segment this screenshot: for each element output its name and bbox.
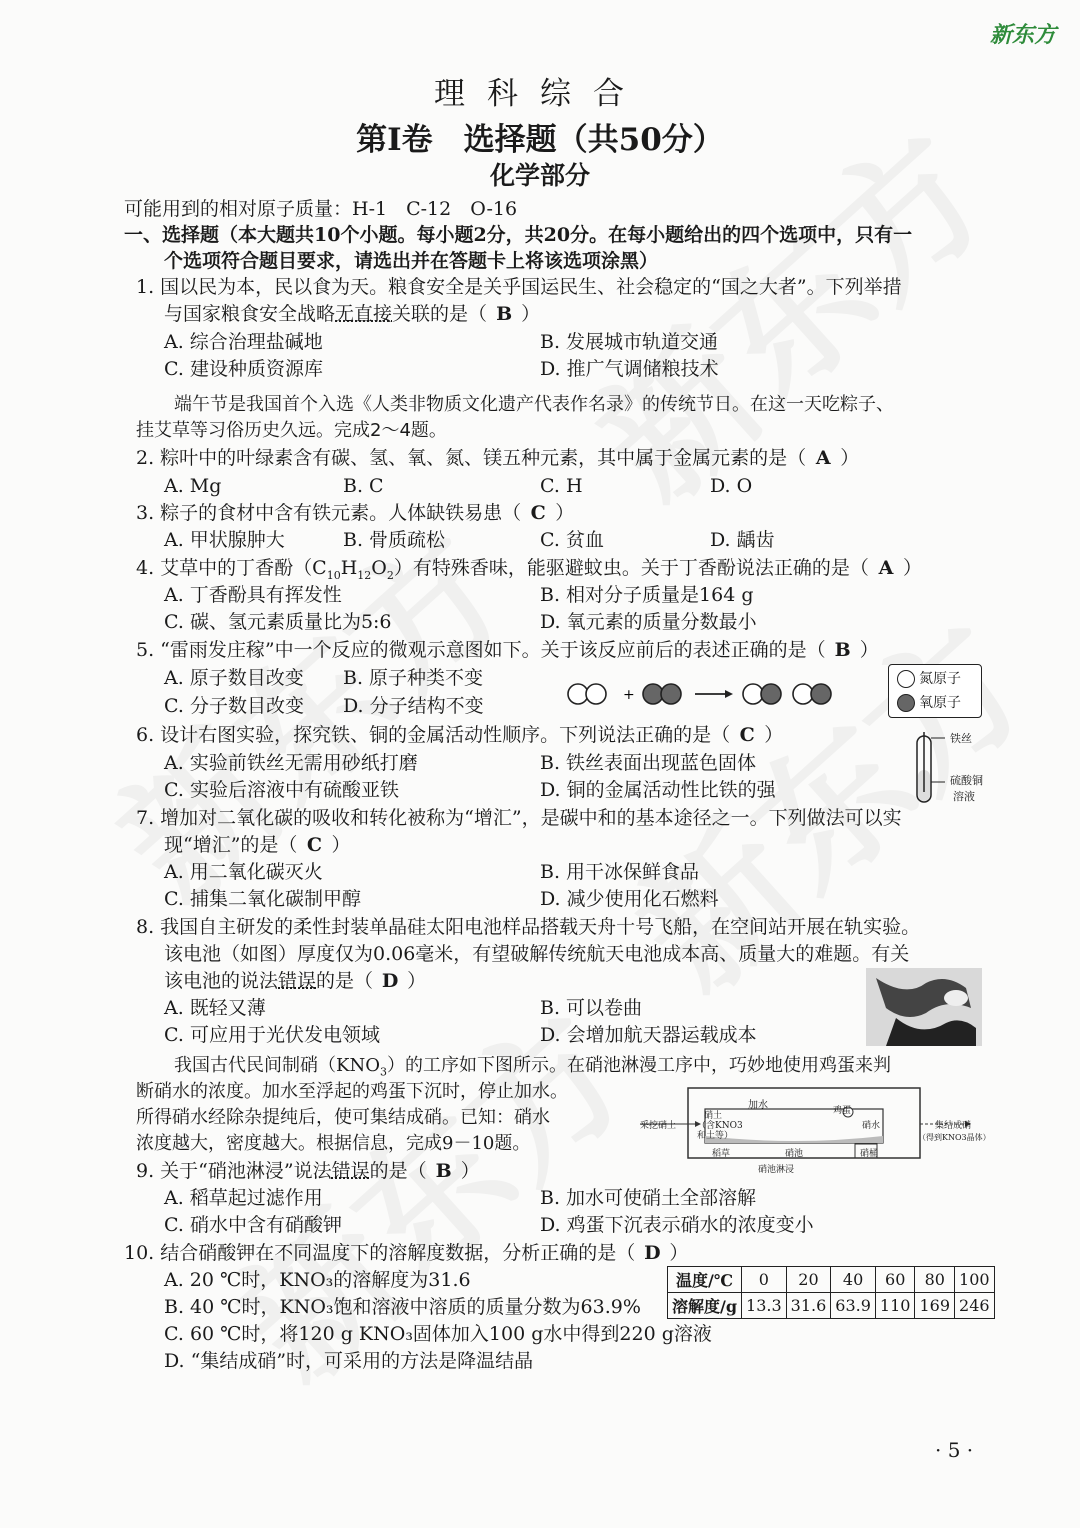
q1-option-a: A. 综合治理盐碱地 xyxy=(164,331,323,353)
q6-option-c: C. 实验后溶液中有硫酸亚铁 xyxy=(164,779,399,801)
instructions-line1: 一、选择题（本大题共10个小题。每小题2分，共20分。在每小题给出的四个选项中，只有一 xyxy=(124,224,913,246)
q9-option-a: A. 稻草起过滤作用 xyxy=(164,1187,323,1209)
table-header-solubility: 溶解度/g xyxy=(668,1293,742,1319)
q2-option-a: A. Mg xyxy=(164,475,222,497)
solubility-table xyxy=(667,1266,995,1319)
q5-option-d: D. 分子结构不变 xyxy=(343,695,484,717)
q8-option-c: C. 可应用于光伏发电领域 xyxy=(164,1024,380,1046)
table-cell: 246 xyxy=(955,1293,995,1319)
passage2-line3: 所得硝水经除杂提纯后，使可集结成硝。已知：硝水 xyxy=(136,1107,550,1128)
q1-option-c: C. 建设种质资源库 xyxy=(164,358,323,380)
q6-label-iron-wire: 铁丝 xyxy=(950,732,972,745)
q5-answer: B xyxy=(834,639,851,661)
q1-emphasis: 无直接 xyxy=(335,303,393,325)
q4-sub: 10 xyxy=(326,568,341,582)
legend-nitrogen: 氮原子 xyxy=(919,671,961,687)
fig-label-nitre-water: 硝水 xyxy=(862,1121,881,1131)
fig-label-soil: 硝土 xyxy=(704,1111,723,1121)
fig-label-crystallize: 集结成硝 xyxy=(935,1121,972,1131)
table-cell: 13.3 xyxy=(742,1293,787,1319)
q3-close: ） xyxy=(555,502,575,524)
q8-option-a: A. 既轻又薄 xyxy=(164,997,266,1019)
q6-close: ） xyxy=(764,724,784,746)
q7-text: 现“增汇”的是（ xyxy=(164,834,298,856)
q3-answer: C xyxy=(530,502,546,524)
q3-text: 3. 粽子的食材中含有铁元素。人体缺铁易患（ xyxy=(136,502,522,524)
q4-answer: A xyxy=(878,557,894,579)
q2-close: ） xyxy=(840,447,860,469)
q6-option-d: D. 铜的金属活动性比铁的强 xyxy=(540,779,776,801)
q6-option-b: B. 铁丝表面出现蓝色固体 xyxy=(540,752,757,774)
table-cell: 60 xyxy=(875,1267,915,1293)
passage2-line2: 断硝水的浓度。加水至浮起的鸡蛋下沉时，停止加水。 xyxy=(136,1081,568,1102)
q10-option-a: A. 20 ℃时，KNO₃的溶解度为31.6 xyxy=(164,1269,471,1291)
q1-text-tail: 关联的是（ xyxy=(392,303,488,325)
q10-text: 10. 结合硝酸钾在不同温度下的溶解度数据，分析正确的是（ xyxy=(124,1242,636,1264)
nitrogen-atom-icon xyxy=(897,670,915,688)
q3-option-c: C. 贫血 xyxy=(540,529,604,551)
q7-option-b: B. 用干冰保鲜食品 xyxy=(540,861,700,883)
q7-line2 xyxy=(164,832,351,858)
fig-label-pool: 硝池 xyxy=(785,1149,804,1159)
q3-stem xyxy=(136,500,574,526)
q10-answer: D xyxy=(644,1242,661,1264)
q5-close: ） xyxy=(859,639,879,661)
q6-text: 6. 设计右图实验，探究铁、铜的金属活动性顺序。下列说法正确的是（ xyxy=(136,724,731,746)
passage1-line1: 端午节是我国首个入选《人类非物质文化遗产代表作名录》的传统节日。在这一天吃粽子、 xyxy=(174,394,894,415)
q8-close: ） xyxy=(407,970,427,992)
q9-stem xyxy=(136,1158,480,1184)
q4-text: 4. 艾草中的丁香酚（C xyxy=(136,557,327,579)
q8-option-b: B. 可以卷曲 xyxy=(540,997,643,1019)
q7-line1: 7. 增加对二氧化碳的吸收和转化被称为“增汇”，是碳中和的基本途径之一。下列做法可以实 xyxy=(136,807,902,829)
table-cell: 31.6 xyxy=(786,1293,831,1319)
q7-option-a: A. 用二氧化碳灭火 xyxy=(164,861,323,883)
oxygen-atom-icon xyxy=(897,694,915,712)
fig-label-soaking: 硝池淋浸 xyxy=(758,1165,795,1175)
passage2-text: ）的工序如下图所示。在硝池淋漫工序中，巧妙地使用鸡蛋来判 xyxy=(386,1055,891,1076)
q9-option-d: D. 鸡蛋下沉表示硝水的浓度变小 xyxy=(540,1214,814,1236)
q1-line2 xyxy=(164,301,540,327)
q1-option-b: B. 发展城市轨道交通 xyxy=(540,331,719,353)
q10-option-d: D. “集结成硝”时，可采用的方法是降温结晶 xyxy=(164,1350,534,1372)
q9-text: 9. 关于“硝池淋浸”说法 xyxy=(136,1160,332,1182)
volume-title: 第Ⅰ卷 选择题（共50分） xyxy=(356,122,724,158)
table-cell: 0 xyxy=(742,1267,787,1293)
q1-option-d: D. 推广气调储粮技术 xyxy=(540,358,719,380)
passage2-text: 我国古代民间制硝（KNO xyxy=(174,1055,380,1076)
q7-close: ） xyxy=(331,834,351,856)
q5-stem xyxy=(136,637,879,663)
q10-option-b: B. 40 ℃时，KNO₃饱和溶液中溶质的质量分数为63.9% xyxy=(164,1296,641,1318)
q8-solar-cell-photo xyxy=(866,968,982,1046)
q1-text: 与国家粮食安全战略 xyxy=(164,303,336,325)
table-cell: 63.9 xyxy=(831,1293,876,1319)
instructions-line2: 个选项符合题目要求，请选出并在答题卡上将该选项涂黑） xyxy=(164,250,659,272)
table-row xyxy=(668,1267,995,1293)
q9-option-c: C. 硝水中含有硝酸钾 xyxy=(164,1214,342,1236)
q3-option-d: D. 龋齿 xyxy=(710,529,775,551)
section-title: 化学部分 xyxy=(489,161,590,190)
q1-close: ） xyxy=(521,303,541,325)
q8-text: 该电池的说法 xyxy=(164,970,279,992)
q5-option-c: C. 分子数目改变 xyxy=(164,695,304,717)
q9-text-tail: 的是（ xyxy=(369,1160,427,1182)
table-cell: 20 xyxy=(786,1267,831,1293)
q8-line3 xyxy=(164,968,426,994)
svg-text:+: + xyxy=(623,687,635,703)
fig-label-straw: 稻草 xyxy=(712,1149,731,1159)
q8-text-tail: 的是（ xyxy=(316,970,374,992)
fig-label-contains: （含KNO3 xyxy=(697,1121,743,1131)
fig-label-dig-soil: 采挖硝土 xyxy=(640,1121,677,1131)
q2-option-d: D. O xyxy=(710,475,753,497)
saltpeter-process-diagram xyxy=(640,1084,985,1162)
q9-emphasis: 错误 xyxy=(331,1160,370,1182)
q9-answer: B xyxy=(435,1160,452,1182)
q4-sub: 2 xyxy=(386,568,394,582)
q6-answer: C xyxy=(739,724,755,746)
q8-answer: D xyxy=(381,970,399,992)
q4-option-b: B. 相对分子质量是164 g xyxy=(540,584,754,606)
q7-answer: C xyxy=(306,834,323,856)
fig-label-add-water: 加水 xyxy=(748,1100,768,1111)
q4-sub: 12 xyxy=(357,568,372,582)
q8-line2: 该电池（如图）厚度仅为0.06毫米，有望破解传统航天电池成本高、质量大的难题。有关 xyxy=(164,943,910,965)
q6-stem xyxy=(136,722,783,748)
legend-oxygen: 氧原子 xyxy=(919,695,961,711)
q4-text: H xyxy=(340,557,358,579)
q2-answer: A xyxy=(815,447,831,469)
q4-close: ） xyxy=(902,557,922,579)
table-cell: 40 xyxy=(831,1267,876,1293)
q6-label-solution: 溶液 xyxy=(953,790,975,803)
fig-label-crystals: （得到KNO3晶体） xyxy=(918,1133,991,1142)
q4-option-a: A. 丁香酚具有挥发性 xyxy=(164,584,342,606)
q4-text: ）有特殊香味，能驱避蚊虫。关于丁香酚说法正确的是（ xyxy=(393,557,869,579)
q8-emphasis: 错误 xyxy=(278,970,317,992)
q7-option-d: D. 减少使用化石燃料 xyxy=(540,888,719,910)
q10-close: ） xyxy=(669,1242,689,1264)
q1-answer: B xyxy=(496,303,513,325)
q8-option-d: D. 会增加航天器运载成本 xyxy=(540,1024,757,1046)
q3-option-a: A. 甲状腺肿大 xyxy=(164,529,285,551)
q5-option-b: B. 原子种类不变 xyxy=(343,667,484,689)
q1-line1: 1. 国以民为本，民以食为天。粮食安全是关乎国运民生、社会稳定的“国之大者”。下列举措 xyxy=(136,276,902,298)
q2-stem xyxy=(136,445,859,471)
q4-text: O xyxy=(371,557,387,579)
exam-title: 理科综合 xyxy=(434,76,646,112)
q5-text: 5. “雷雨发庄稼”中一个反应的微观示意图如下。关于该反应前后的表述正确的是（ xyxy=(136,639,826,661)
q8-line1: 8. 我国自主研发的柔性封装单晶硅太阳电池样品搭载天舟十号飞船，在空间站开展在轨实验。 xyxy=(136,916,921,938)
q10-option-c: C. 60 ℃时，将120 g KNO₃固体加入100 g水中得到220 g溶液 xyxy=(164,1323,712,1345)
q4-option-c: C. 碳、氢元素质量比为5:6 xyxy=(164,611,392,633)
q5-legend xyxy=(888,664,982,718)
q4-option-d: D. 氧元素的质量分数最小 xyxy=(540,611,757,633)
q3-option-b: B. 骨质疏松 xyxy=(343,529,446,551)
table-row xyxy=(668,1293,995,1319)
passage1-line2: 挂艾草等习俗历史久远。完成2～4题。 xyxy=(136,420,447,441)
q9-option-b: B. 加水可使硝土全部溶解 xyxy=(540,1187,757,1209)
q5-option-a: A. 原子数目改变 xyxy=(164,667,304,689)
q5-reaction-diagram xyxy=(560,674,850,714)
table-cell: 110 xyxy=(875,1293,915,1319)
q6-option-a: A. 实验前铁丝无需用砂纸打磨 xyxy=(164,752,418,774)
fig-label-egg: 鸡蛋 xyxy=(833,1106,852,1116)
page-number: · 5 · xyxy=(935,1438,974,1462)
q2-option-c: C. H xyxy=(540,475,583,497)
q10-stem xyxy=(124,1240,688,1266)
brand-logo: 新东方 xyxy=(990,22,1057,48)
atomic-masses: 可能用到的相对原子质量：H-1 C-12 O-16 xyxy=(124,198,518,220)
table-cell: 169 xyxy=(915,1293,955,1319)
q7-option-c: C. 捕集二氧化碳制甲醇 xyxy=(164,888,361,910)
table-header-temp: 温度/℃ xyxy=(668,1267,742,1293)
q2-option-b: B. C xyxy=(343,475,384,497)
fig-label-bucket: 硝桶 xyxy=(860,1149,879,1159)
table-cell: 80 xyxy=(915,1267,955,1293)
q2-text: 2. 粽叶中的叶绿素含有碳、氢、氧、氮、镁五种元素，其中属于金属元素的是（ xyxy=(136,447,807,469)
fig-label-and-soil: 和土等） xyxy=(697,1131,734,1141)
passage2-sub: 3 xyxy=(379,1065,387,1079)
table-cell: 100 xyxy=(955,1267,995,1293)
passage2-line4: 浓度越大，密度越大。根据信息，完成9－10题。 xyxy=(136,1133,531,1154)
q9-close: ） xyxy=(460,1160,480,1182)
q6-label-copper-sulfate: 硫酸铜 xyxy=(950,774,983,787)
